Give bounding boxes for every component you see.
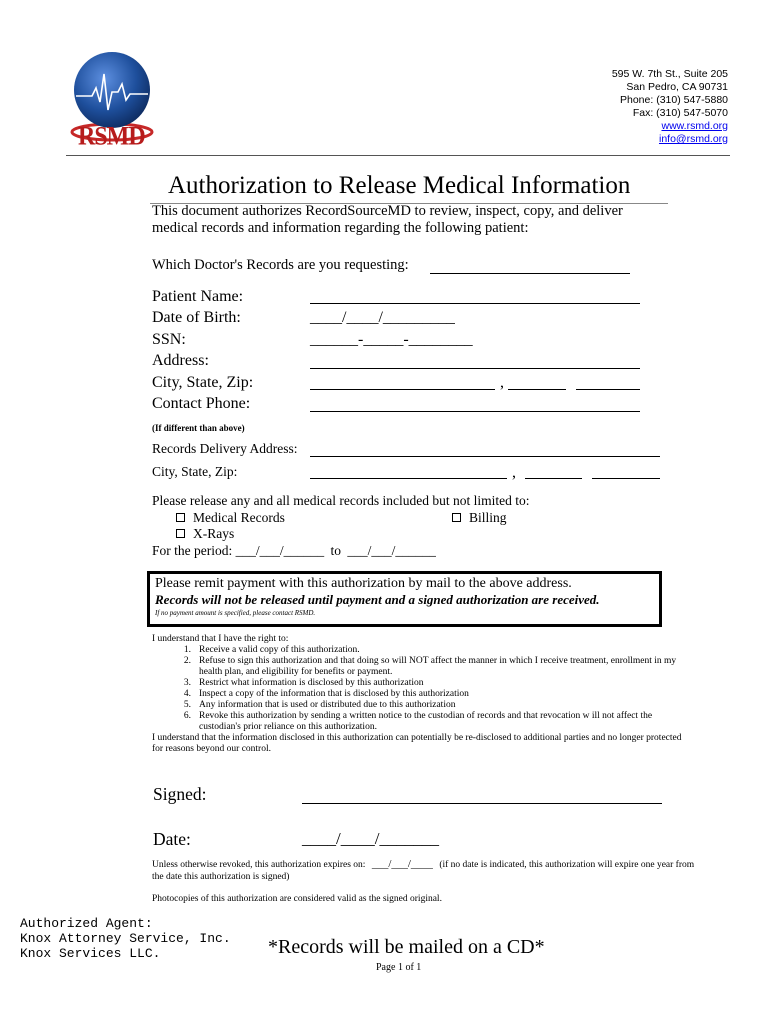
contact-street: 595 W. 7th St., Suite 205 [611,68,728,80]
patient-name-input[interactable] [310,303,640,304]
doctors-question: Which Doctor's Records are you requesting: [152,257,409,273]
agent-line-2: Knox Attorney Service, Inc. [20,931,231,946]
delivery-state-input[interactable] [525,478,582,479]
rights-item: 1. Receive a valid copy of this authorization. [183,645,360,655]
payment-note: If no payment amount is specified, please contact RSMD. [155,609,316,617]
billing-label: Billing [469,510,507,525]
date-input[interactable]: ____/____/_______ [302,829,439,848]
release-text: Please release any and all medical records included but not limited to: [152,493,530,508]
signed-label: Signed: [153,784,207,804]
xrays-label: X-Rays [193,526,235,541]
rsmd-logo-text: RSMD [78,122,145,152]
dob-label: Date of Birth: [152,309,241,326]
contact-city: San Pedro, CA 90731 [626,81,728,93]
doctors-input[interactable] [430,273,630,274]
rights-item: 4. Inspect a copy of the information that is disclosed by this authorization [183,689,469,699]
contact-phone-label: Contact Phone: [152,395,251,412]
payment-warning: Records will not be released until payment and a signed authorization are received. [155,592,600,607]
city-input[interactable] [310,389,495,390]
rsmd-logo [66,44,162,156]
agent-line-1: Authorized Agent: [20,916,153,931]
rights-intro: I understand that I have the right to: [152,634,289,644]
payment-main: Please remit payment with this authorization by mail to the above address. [155,576,572,591]
city-state-zip-label: City, State, Zip: [152,374,254,391]
delivery-comma: , [512,464,516,481]
delivery-address-label: Records Delivery Address: [152,441,298,456]
billing-checkbox[interactable] [452,513,461,522]
medical-records-label: Medical Records [193,510,285,525]
ssn-input[interactable]: ______-_____-________ [310,331,473,348]
billing-option[interactable] [452,510,507,526]
page-number: Page 1 of 1 [376,962,422,973]
date-label: Date: [153,829,191,849]
signature-input[interactable] [302,803,662,804]
website-link[interactable]: www.rsmd.org [661,120,728,132]
expiry-text [152,858,697,883]
medical-records-checkbox[interactable] [176,513,185,522]
rights-section [152,634,692,755]
authorized-agent [20,916,231,961]
email-link[interactable]: info@rsmd.org [658,133,728,145]
delivery-city-label: City, State, Zip: [152,464,238,479]
delivery-city-input[interactable] [310,478,507,479]
state-input[interactable] [508,389,566,390]
delivery-zip-input[interactable] [592,478,660,479]
rights-item: 3. Restrict what information is disclosed by this authorization [183,678,424,688]
period-to-input[interactable]: ___/___/______ [347,543,436,558]
header-divider [66,155,730,156]
comma-separator: , [500,374,504,391]
photocopies-note: Photocopies of this authorization are considered valid as the signed original. [152,894,442,904]
zip-input[interactable] [576,389,640,390]
xrays-option[interactable] [176,526,234,542]
patient-name-label: Patient Name: [152,288,244,305]
contact-phone-input[interactable] [310,411,640,412]
delivery-note: (If different than above) [152,423,245,433]
period-to-label: to [330,543,342,558]
expiry-date-input[interactable]: ___/___/____ [371,858,433,870]
contact-phone: Phone: (310) 547-5880 [620,94,728,106]
rights-item: 6. Revoke this authorization by sending a written notice to the custodian of records and that revocation w ill not affect the custodian's prior reliance on this authorization. [183,711,653,732]
payment-box [147,571,662,627]
address-input[interactable] [310,368,640,369]
page-title: Authorization to Release Medical Information [168,172,631,199]
rights-item: 5. Any information that is used or distributed due to this authorization [183,700,456,710]
xrays-checkbox[interactable] [176,529,185,538]
ssn-label: SSN: [152,331,186,348]
cd-note: *Records will be mailed on a CD* [268,936,545,958]
medical-records-option[interactable] [176,510,285,526]
dob-input[interactable]: ____/____/_________ [310,309,455,326]
agent-line-3: Knox Services LLC. [20,946,161,961]
rights-closing: I understand that the information disclosed in this authorization can potentially be re-disclosed to additional parties and no longer protected for reasons beyond our control. [152,733,682,754]
contact-block [612,68,728,146]
period-from-input[interactable]: ___/___/______ [235,543,325,558]
address-label: Address: [152,352,209,369]
rights-item: 2. Refuse to sign this authorization and that doing so will NOT affect the manner in which I receive treatment, enrollment in my health plan, and eligibility for benefits or payment. [183,656,677,677]
period-label: For the period: [152,543,233,558]
delivery-address-input[interactable] [310,456,660,457]
period-row [152,543,436,559]
contact-fax: Fax: (310) 547-5070 [632,107,728,119]
expiry-suffix: (if no date is indicated, this authorization will expire one year from the date this authorization is signed) [152,860,695,882]
intro-text: This document authorizes RecordSourceMD to review, inspect, copy, and deliver medical records and information regarding the following patient: [152,203,623,236]
expiry-prefix: Unless otherwise revoked, this authorization expires on: [152,860,366,870]
